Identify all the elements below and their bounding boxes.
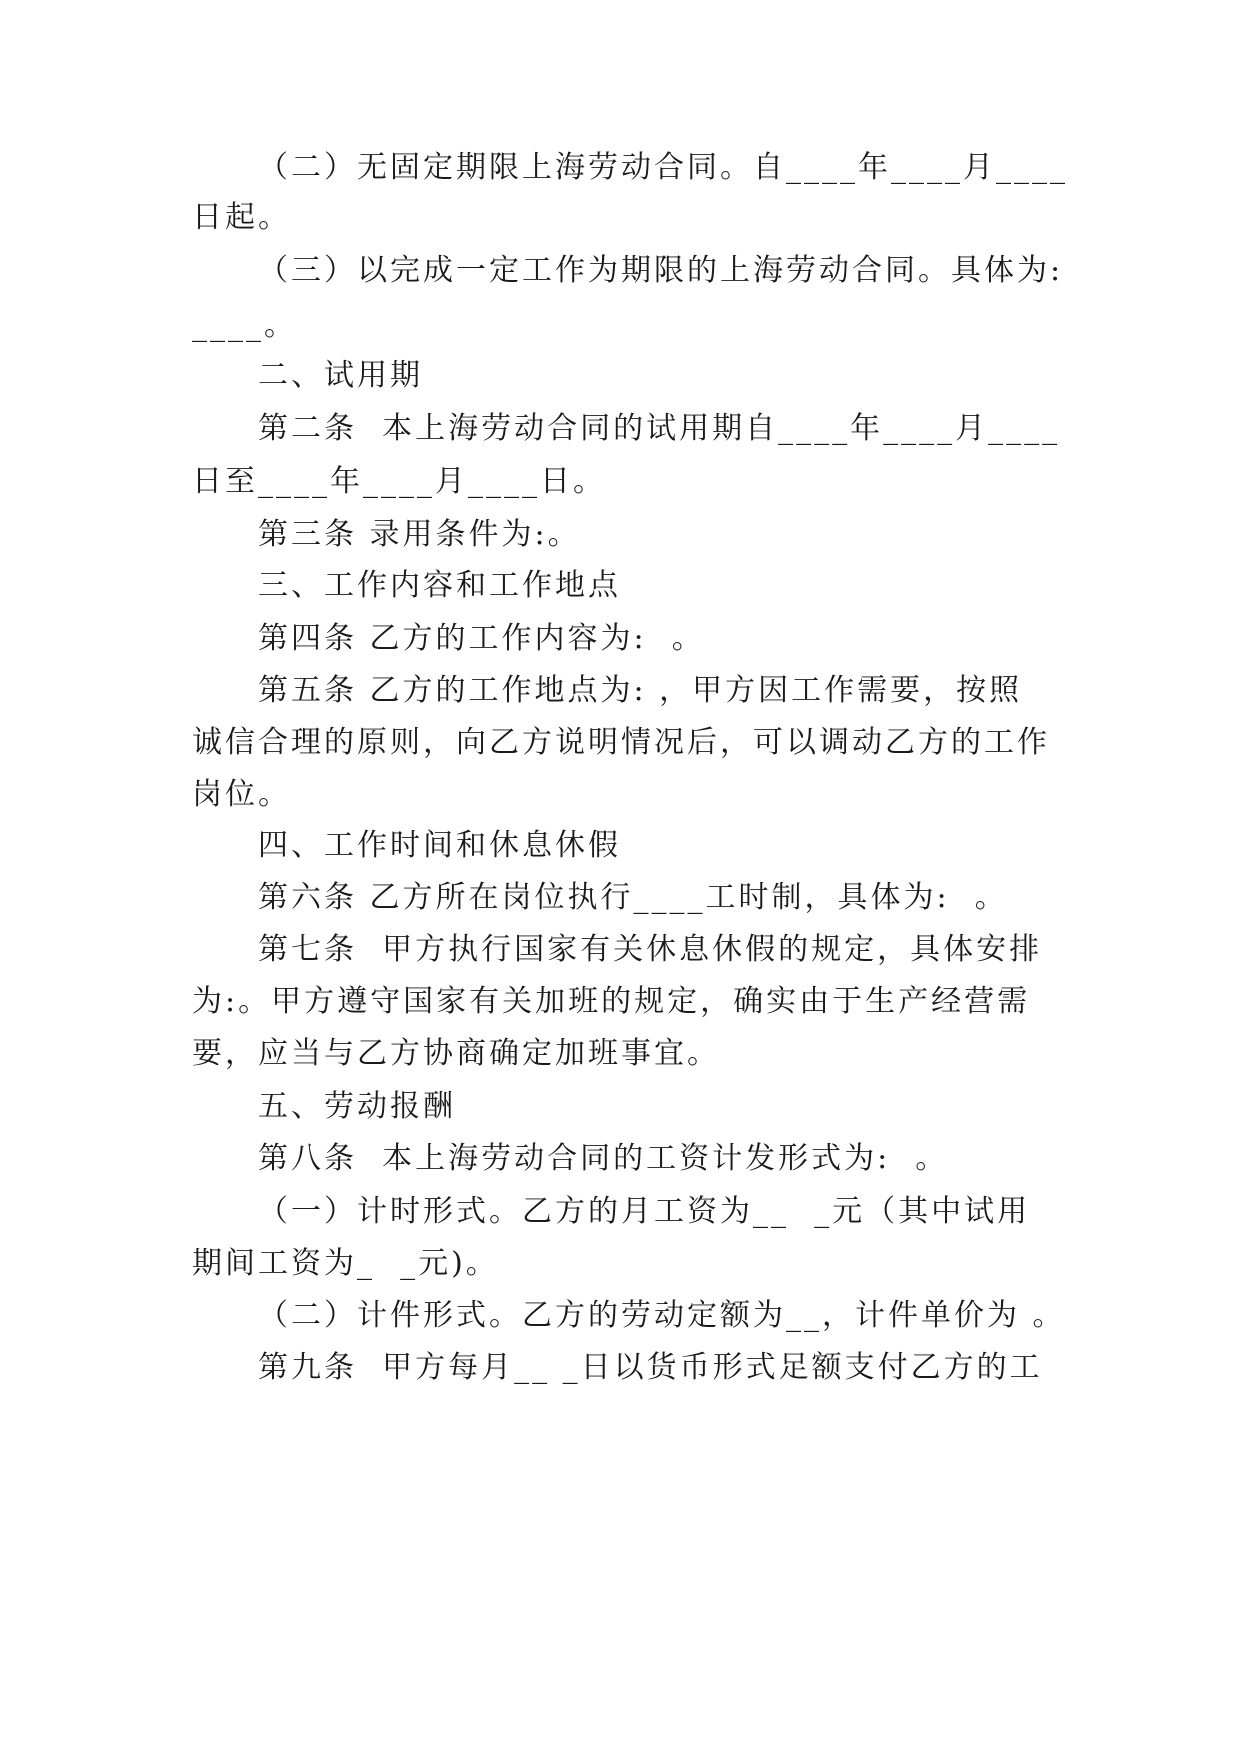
article-3: 第三条 录用条件为:。	[258, 517, 581, 552]
article-4: 第四条 乙方的工作内容为: 。	[258, 621, 705, 656]
article-9: 第九条 甲方每月__ _日以货币形式足额支付乙方的工	[258, 1350, 1043, 1385]
clause-piece-rate-pay: （二）计件形式。乙方的劳动定额为__，计件单价为 。	[258, 1298, 1066, 1333]
article-7-cont: 为:。甲方遵守国家有关加班的规定，确实由于生产经营需	[192, 984, 1031, 1019]
article-2: 第二条 本上海劳动合同的试用期自____年____月____	[258, 411, 1061, 446]
article-5-cont: 诚信合理的原则，向乙方说明情况后，可以调动乙方的工作	[192, 725, 1050, 760]
section-heading-work-content: 三、工作内容和工作地点	[258, 568, 621, 603]
article-5: 第五条 乙方的工作地点为: ，甲方因工作需要，按照	[258, 673, 1023, 708]
clause-task-based-contract: （三）以完成一定工作为期限的上海劳动合同。具体为:	[258, 253, 1064, 288]
section-heading-remuneration: 五、劳动报酬	[258, 1089, 456, 1124]
article-7-cont-2: 要，应当与乙方协商确定加班事宜。	[192, 1036, 720, 1071]
article-6: 第六条 乙方所在岗位执行____工时制，具体为: 。	[258, 880, 1008, 915]
clause-time-based-pay-cont: 期间工资为_ _元)。	[192, 1246, 499, 1281]
article-5-cont-2: 岗位。	[192, 777, 291, 812]
article-7: 第七条 甲方执行国家有关休息休假的规定，具体安排	[258, 932, 1043, 967]
article-8: 第八条 本上海劳动合同的工资计发形式为: 。	[258, 1141, 949, 1176]
clause-open-ended-contract: （二）无固定期限上海劳动合同。自____年____月____	[258, 150, 1068, 185]
section-heading-probation: 二、试用期	[258, 358, 423, 393]
section-heading-work-hours: 四、工作时间和休息休假	[258, 828, 621, 863]
clause-time-based-pay: （一）计时形式。乙方的月工资为__ _元（其中试用	[258, 1194, 1031, 1229]
clause-task-based-contract-cont: ____。	[192, 308, 297, 343]
article-2-cont: 日至____年____月____日。	[192, 464, 606, 499]
clause-open-ended-contract-cont: 日起。	[192, 200, 291, 235]
